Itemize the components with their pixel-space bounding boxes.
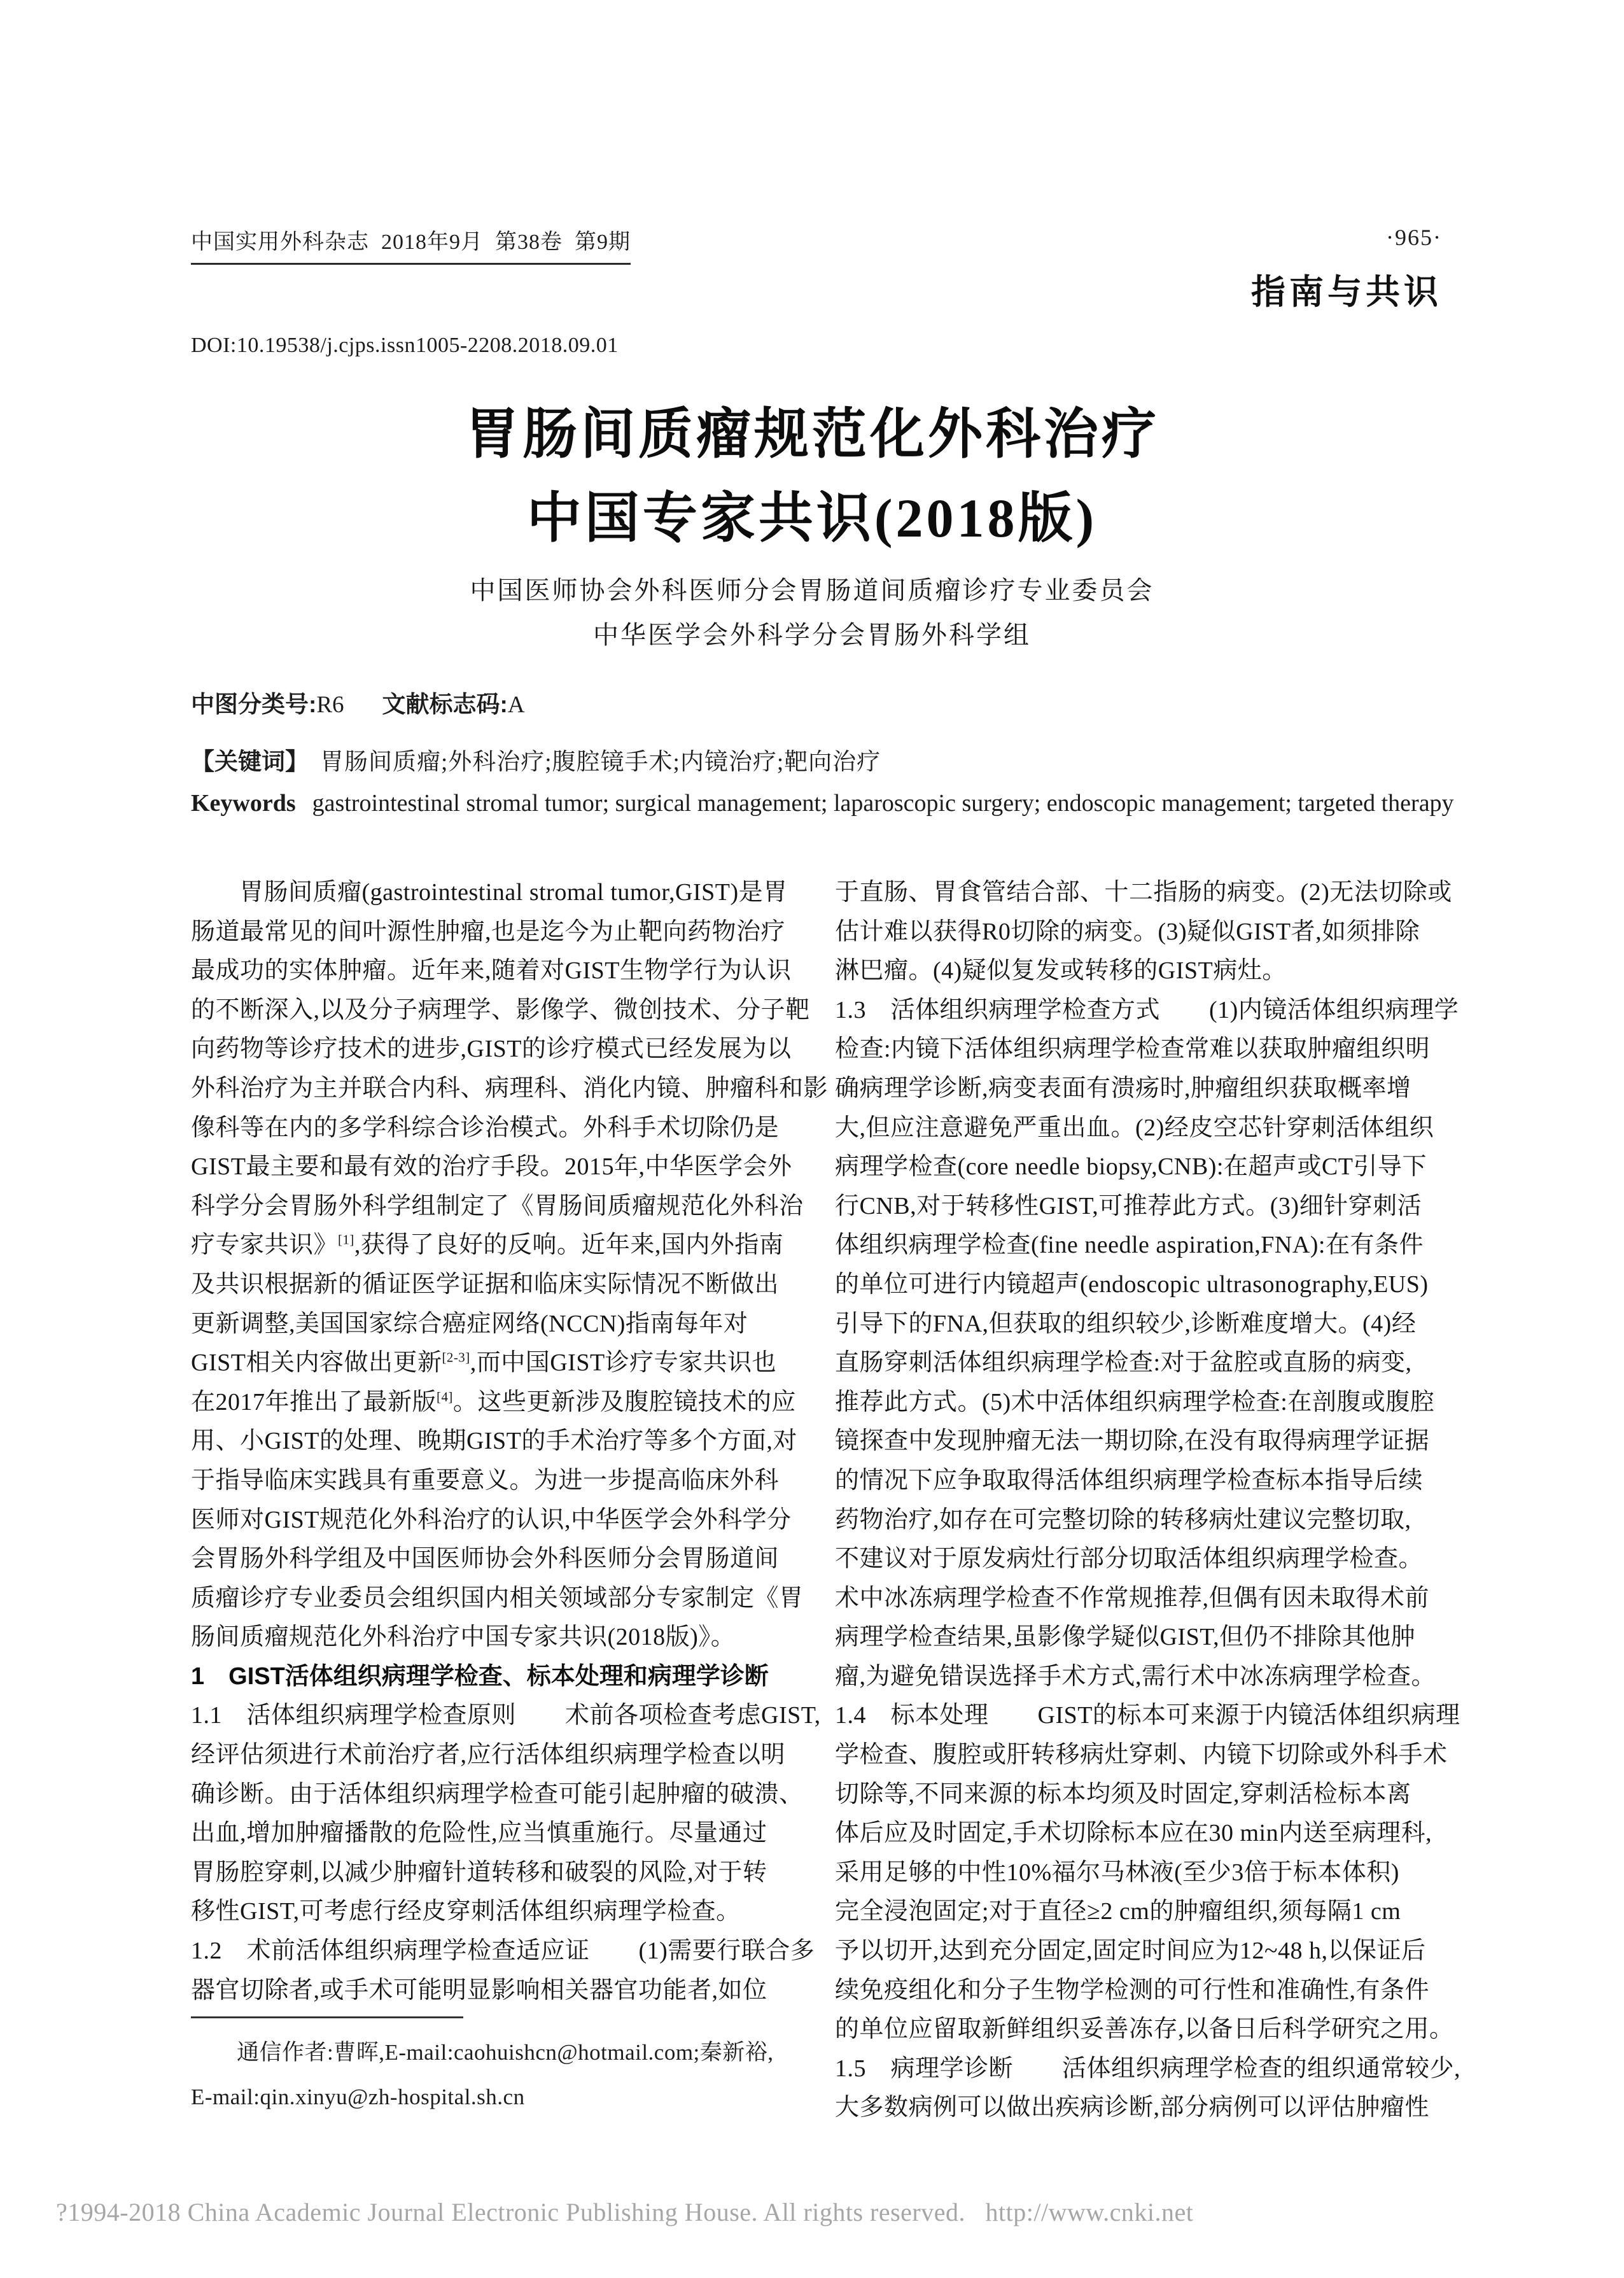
text-line: 1.3 活体组织病理学检查方式 (1)内镜活体组织病理学	[835, 996, 1459, 1023]
text-line: 续免疫组化和分子生物学检测的可行性和准确性,有条件	[835, 1976, 1430, 2004]
keywords-cn-label: 【关键词】	[191, 749, 309, 775]
text-line: 肠间质瘤规范化外科治疗中国专家共识(2018版)》。	[191, 1624, 736, 1651]
footnote-divider	[191, 2016, 463, 2018]
text-line: 大多数病例可以做出疾病诊断,部分病例可以评估肿瘤性	[835, 2094, 1430, 2121]
text-line: 药物治疗,如存在可完整切除的转移病灶建议完整切取,	[835, 1506, 1411, 1533]
text-line: 的情况下应争取取得活体组织病理学检查标本指导后续	[835, 1466, 1424, 1494]
left-column	[191, 873, 829, 2010]
right-column-text	[835, 873, 1461, 2128]
text-line: 确病理学诊断,病变表面有溃疡时,肿瘤组织获取概率增	[835, 1074, 1411, 1102]
classification-line	[191, 685, 525, 719]
text-line: 胃肠间质瘤(gastrointestinal stromal tumor,GIST)是胃	[239, 879, 788, 906]
right-column	[835, 873, 1461, 2128]
text-line: 完全浸泡固定;对于直径≥2 cm的肿瘤组织,须每隔1 cm	[835, 1898, 1401, 1925]
page-number: ·965·	[1386, 225, 1442, 250]
clc-value: R6	[316, 692, 344, 718]
text-line: 镜探查中发现肿瘤无法一期切除,在没有取得病理学证据	[835, 1428, 1430, 1455]
text-line: 及共识根据新的循证医学证据和临床实际情况不断做出	[191, 1270, 780, 1298]
text-line: GIST相关内容做出更新[2-3],而中国GIST诊疗专家共识也	[191, 1349, 777, 1377]
text-line: 确诊断。由于活体组织病理学检查可能引起肿瘤的破溃、	[191, 1780, 804, 1808]
text-line: 直肠穿刺活体组织病理学检查:对于盆腔或直肠的病变,	[835, 1349, 1412, 1377]
keywords-cn-line	[191, 742, 881, 777]
intro-paragraph	[191, 873, 829, 1657]
text-line: 的不断深入,以及分子病理学、影像学、微创技术、分子靶	[191, 996, 810, 1023]
text-line: 肠道最常见的间叶源性肿瘤,也是迄今为止靶向药物治疗	[191, 918, 786, 945]
text-line: E-mail:qin.xinyu@zh-hospital.sh.cn	[191, 2085, 525, 2109]
copyright-footer: ?1994-2018 China Academic Journal Electronic Publishing House. All rights reserved. http://www.cnki.net	[56, 2198, 1194, 2226]
text-line: 体后应及时固定,手术切除标本应在30 min内送至病理科,	[835, 1820, 1432, 1847]
article-title-line2: 中国专家共识(2018版)	[526, 488, 1098, 549]
text-line: 估计难以获得R0切除的病变。(3)疑似GIST者,如须排除	[835, 918, 1420, 945]
text-line: 用、小GIST的处理、晚期GIST的手术治疗等多个方面,对	[191, 1428, 797, 1455]
text-line: 不建议对于原发病灶行部分切取活体组织病理学检查。	[835, 1545, 1424, 1573]
text-line: 病理学检查(core needle biopsy,CNB):在超声或CT引导下	[835, 1153, 1427, 1181]
text-line: 更新调整,美国国家综合癌症网络(NCCN)指南每年对	[191, 1310, 748, 1337]
text-line: 的单位应留取新鲜组织妥善冻存,以备日后科学研究之用。	[835, 2016, 1454, 2043]
text-line: 像科等在内的多学科综合诊治模式。外科手术切除仍是	[191, 1114, 780, 1141]
text-line: 病理学检查结果,虽影像学疑似GIST,但仍不排除其他肿	[835, 1624, 1416, 1651]
text-line: 体组织病理学检查(fine needle aspiration,FNA):在有条件	[835, 1232, 1424, 1259]
text-line: 术中冰冻病理学检查不作常规推荐,但偶有因未取得术前	[835, 1584, 1430, 1612]
text-line: 疗专家共识》[1],获得了良好的反响。近年来,国内外指南	[191, 1232, 784, 1259]
keywords-cn-text: 胃肠间质瘤;外科治疗;腹腔镜手术;内镜治疗;靶向治疗	[320, 749, 881, 775]
text-line: 移性GIST,可考虑行经皮穿刺活体组织病理学检查。	[191, 1898, 741, 1925]
text-line: 会胃肠外科学组及中国医师协会外科医师分会胃肠道间	[191, 1545, 780, 1573]
text-line: 通信作者:曹晖,E-mail:caohuishcn@hotmail.com;秦新裕,	[237, 2040, 774, 2065]
doc-code-value: A	[507, 692, 525, 718]
text-line: 器官切除者,或手术可能明显影响相关器官功能者,如位	[191, 1976, 767, 2004]
doc-code-label: 文献标志码:	[382, 691, 508, 717]
text-line: 采用足够的中性10%福尔马林液(至少3倍于标本体积)	[835, 1859, 1399, 1886]
text-line: 1.1 活体组织病理学检查原则 术前各项检查考虑GIST,	[191, 1702, 821, 1729]
text-line: 切除等,不同来源的标本均须及时固定,穿刺活检标本离	[835, 1780, 1411, 1808]
text-line: 经评估须进行术前治疗者,应行活体组织病理学检查以明	[191, 1741, 786, 1769]
text-line: 的单位可进行内镜超声(endoscopic ultrasonography,EUS)	[835, 1270, 1429, 1298]
text-line: 在2017年推出了最新版[4]。这些更新涉及腹腔镜技术的应	[191, 1388, 796, 1416]
section-1-2-paragraph	[191, 1932, 815, 2010]
text-line: 于指导临床实践具有重要意义。为进一步提高临床外科	[191, 1466, 780, 1494]
text-line: 向药物等诊疗技术的进步,GIST的诊疗模式已经发展为以	[191, 1036, 792, 1063]
text-line: 行CNB,对于转移性GIST,可推荐此方式。(3)细针穿刺活	[835, 1192, 1422, 1220]
keywords-en-text: gastrointestinal stromal tumor; surgical management; laparoscopic surgery; endoscopic management; targeted therapy	[312, 790, 1454, 817]
text-line: 1.2 术前活体组织病理学检查适应证 (1)需要行联合多	[191, 1937, 815, 1965]
text-line: 淋巴瘤。(4)疑似复发或转移的GIST病灶。	[835, 957, 1287, 985]
author-line2: 中华医学会外科学分会胃肠外科学组	[593, 621, 1031, 649]
text-line: 于直肠、胃食管结合部、十二指肠的病变。(2)无法切除或	[835, 879, 1452, 906]
column-label: 指南与共识	[1251, 273, 1442, 311]
text-line: 医师对GIST规范化外科治疗的认识,中华医学会外科学分	[191, 1506, 792, 1533]
section-1-1-paragraph	[191, 1696, 821, 1932]
text-line: 引导下的FNA,但获取的组织较少,诊断难度增大。(4)经	[835, 1310, 1417, 1337]
text-line: 1.5 病理学诊断 活体组织病理学检查的组织通常较少,	[835, 2055, 1461, 2082]
article-title-line1: 胃肠间质瘤规范化外科治疗	[465, 404, 1159, 465]
text-line: 学检查、腹腔或肝转移病灶穿刺、内镜下切除或外科手术	[835, 1741, 1448, 1769]
text-line: 1.4 标本处理 GIST的标本可来源于内镜活体组织病理	[835, 1702, 1460, 1729]
doi: DOI:10.19538/j.cjps.issn1005-2208.2018.09.01	[191, 334, 619, 357]
clc-label: 中图分类号:	[191, 691, 317, 717]
text-line: 瘤,为避免错误选择手术方式,需行术中冰冻病理学检查。	[835, 1663, 1436, 1690]
text-line: 最成功的实体肿瘤。近年来,随着对GIST生物学行为认识	[191, 957, 792, 985]
text-line: 予以切开,达到充分固定,固定时间应为12~48 h,以保证后	[835, 1937, 1426, 1965]
journal-info: 中国实用外科杂志 2018年9月 第38卷 第9期	[191, 224, 631, 265]
text-line: 推荐此方式。(5)术中活体组织病理学检查:在剖腹或腹腔	[835, 1388, 1435, 1416]
keywords-en-line	[191, 789, 1454, 817]
text-line: 检查:内镜下活体组织病理学检查常难以获取肿瘤组织明	[835, 1036, 1431, 1063]
text-line: 外科治疗为主并联合内科、病理科、消化内镜、肿瘤科和影	[191, 1074, 829, 1102]
author-line1: 中国医师协会外科医师分会胃肠道间质瘤诊疗专业委员会	[470, 576, 1154, 605]
correspondence-footnote	[191, 2030, 834, 2120]
text-line: 质瘤诊疗专业委员会组织国内相关领域部分专家制定《胃	[191, 1584, 804, 1612]
keywords-en-label: Keywords	[191, 790, 296, 817]
text-line: GIST最主要和最有效的治疗手段。2015年,中华医学会外	[191, 1153, 792, 1181]
text-line: 大,但应注意避免严重出血。(2)经皮空芯针穿刺活体组织	[835, 1114, 1434, 1141]
text-line: 胃肠腔穿刺,以减少肿瘤针道转移和破裂的风险,对于转	[191, 1859, 767, 1886]
section-1-heading: 1 GIST活体组织病理学检查、标本处理和病理学诊断	[191, 1663, 769, 1690]
text-line: 科学分会胃肠外科学组制定了《胃肠间质瘤规范化外科治	[191, 1192, 804, 1220]
text-line: 出血,增加肿瘤播散的危险性,应当慎重施行。尽量通过	[191, 1820, 767, 1847]
